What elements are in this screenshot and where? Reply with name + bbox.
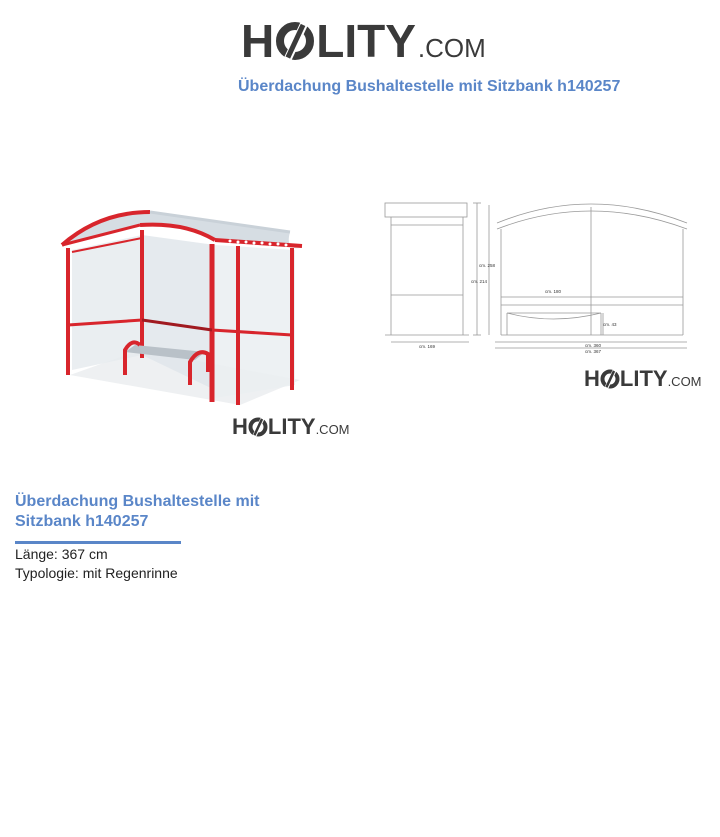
page-title: Überdachung Bushaltestelle mit Sitzbank h140257 [238, 78, 621, 95]
logo-o-mark-icon [275, 21, 315, 61]
spec-key: Typologie: [15, 565, 83, 581]
logo-letters-lity: LITY [316, 15, 416, 67]
logo-letter-h: H [241, 15, 275, 67]
title-underline [15, 541, 181, 544]
logo-suffix: .COM [315, 422, 350, 437]
dim-width-total-label: cm. 367 [585, 349, 602, 354]
dim-height-total-label: cm. 258 [479, 263, 496, 268]
logo-suffix: .COM [417, 33, 486, 63]
spec-value: 367 cm [61, 546, 108, 562]
product-title: Überdachung Bushaltestelle mit Sitzbank h140257 [15, 493, 260, 530]
dim-height-inner-label: cm. 214 [471, 279, 488, 284]
logo-letter-h: H [232, 414, 248, 439]
logo-letters-lity: LITY [619, 366, 668, 391]
spec-typology [15, 565, 178, 581]
bus-shelter-illustration-icon [0, 140, 360, 450]
dim-bench-height-label: cm. 43 [603, 322, 617, 327]
logo-o-mark-icon [248, 417, 268, 437]
drawing-watermark-logo [584, 366, 702, 392]
product-photo[interactable] [0, 140, 360, 450]
dim-bench-length-label: cm. 180 [545, 289, 562, 294]
photo-watermark-logo [232, 414, 350, 440]
brand-logo[interactable] [241, 14, 486, 68]
dim-width-inner-label: cm. 360 [585, 343, 602, 348]
spec-length [15, 546, 108, 562]
logo-suffix: .COM [667, 374, 702, 389]
logo-o-mark-icon [600, 369, 620, 389]
spec-key: Länge: [15, 546, 62, 562]
dim-depth-label: cm. 169 [419, 344, 436, 349]
logo-letter-h: H [584, 366, 600, 391]
logo-letters-lity: LITY [267, 414, 316, 439]
spec-value: mit Regenrinne [82, 565, 178, 581]
